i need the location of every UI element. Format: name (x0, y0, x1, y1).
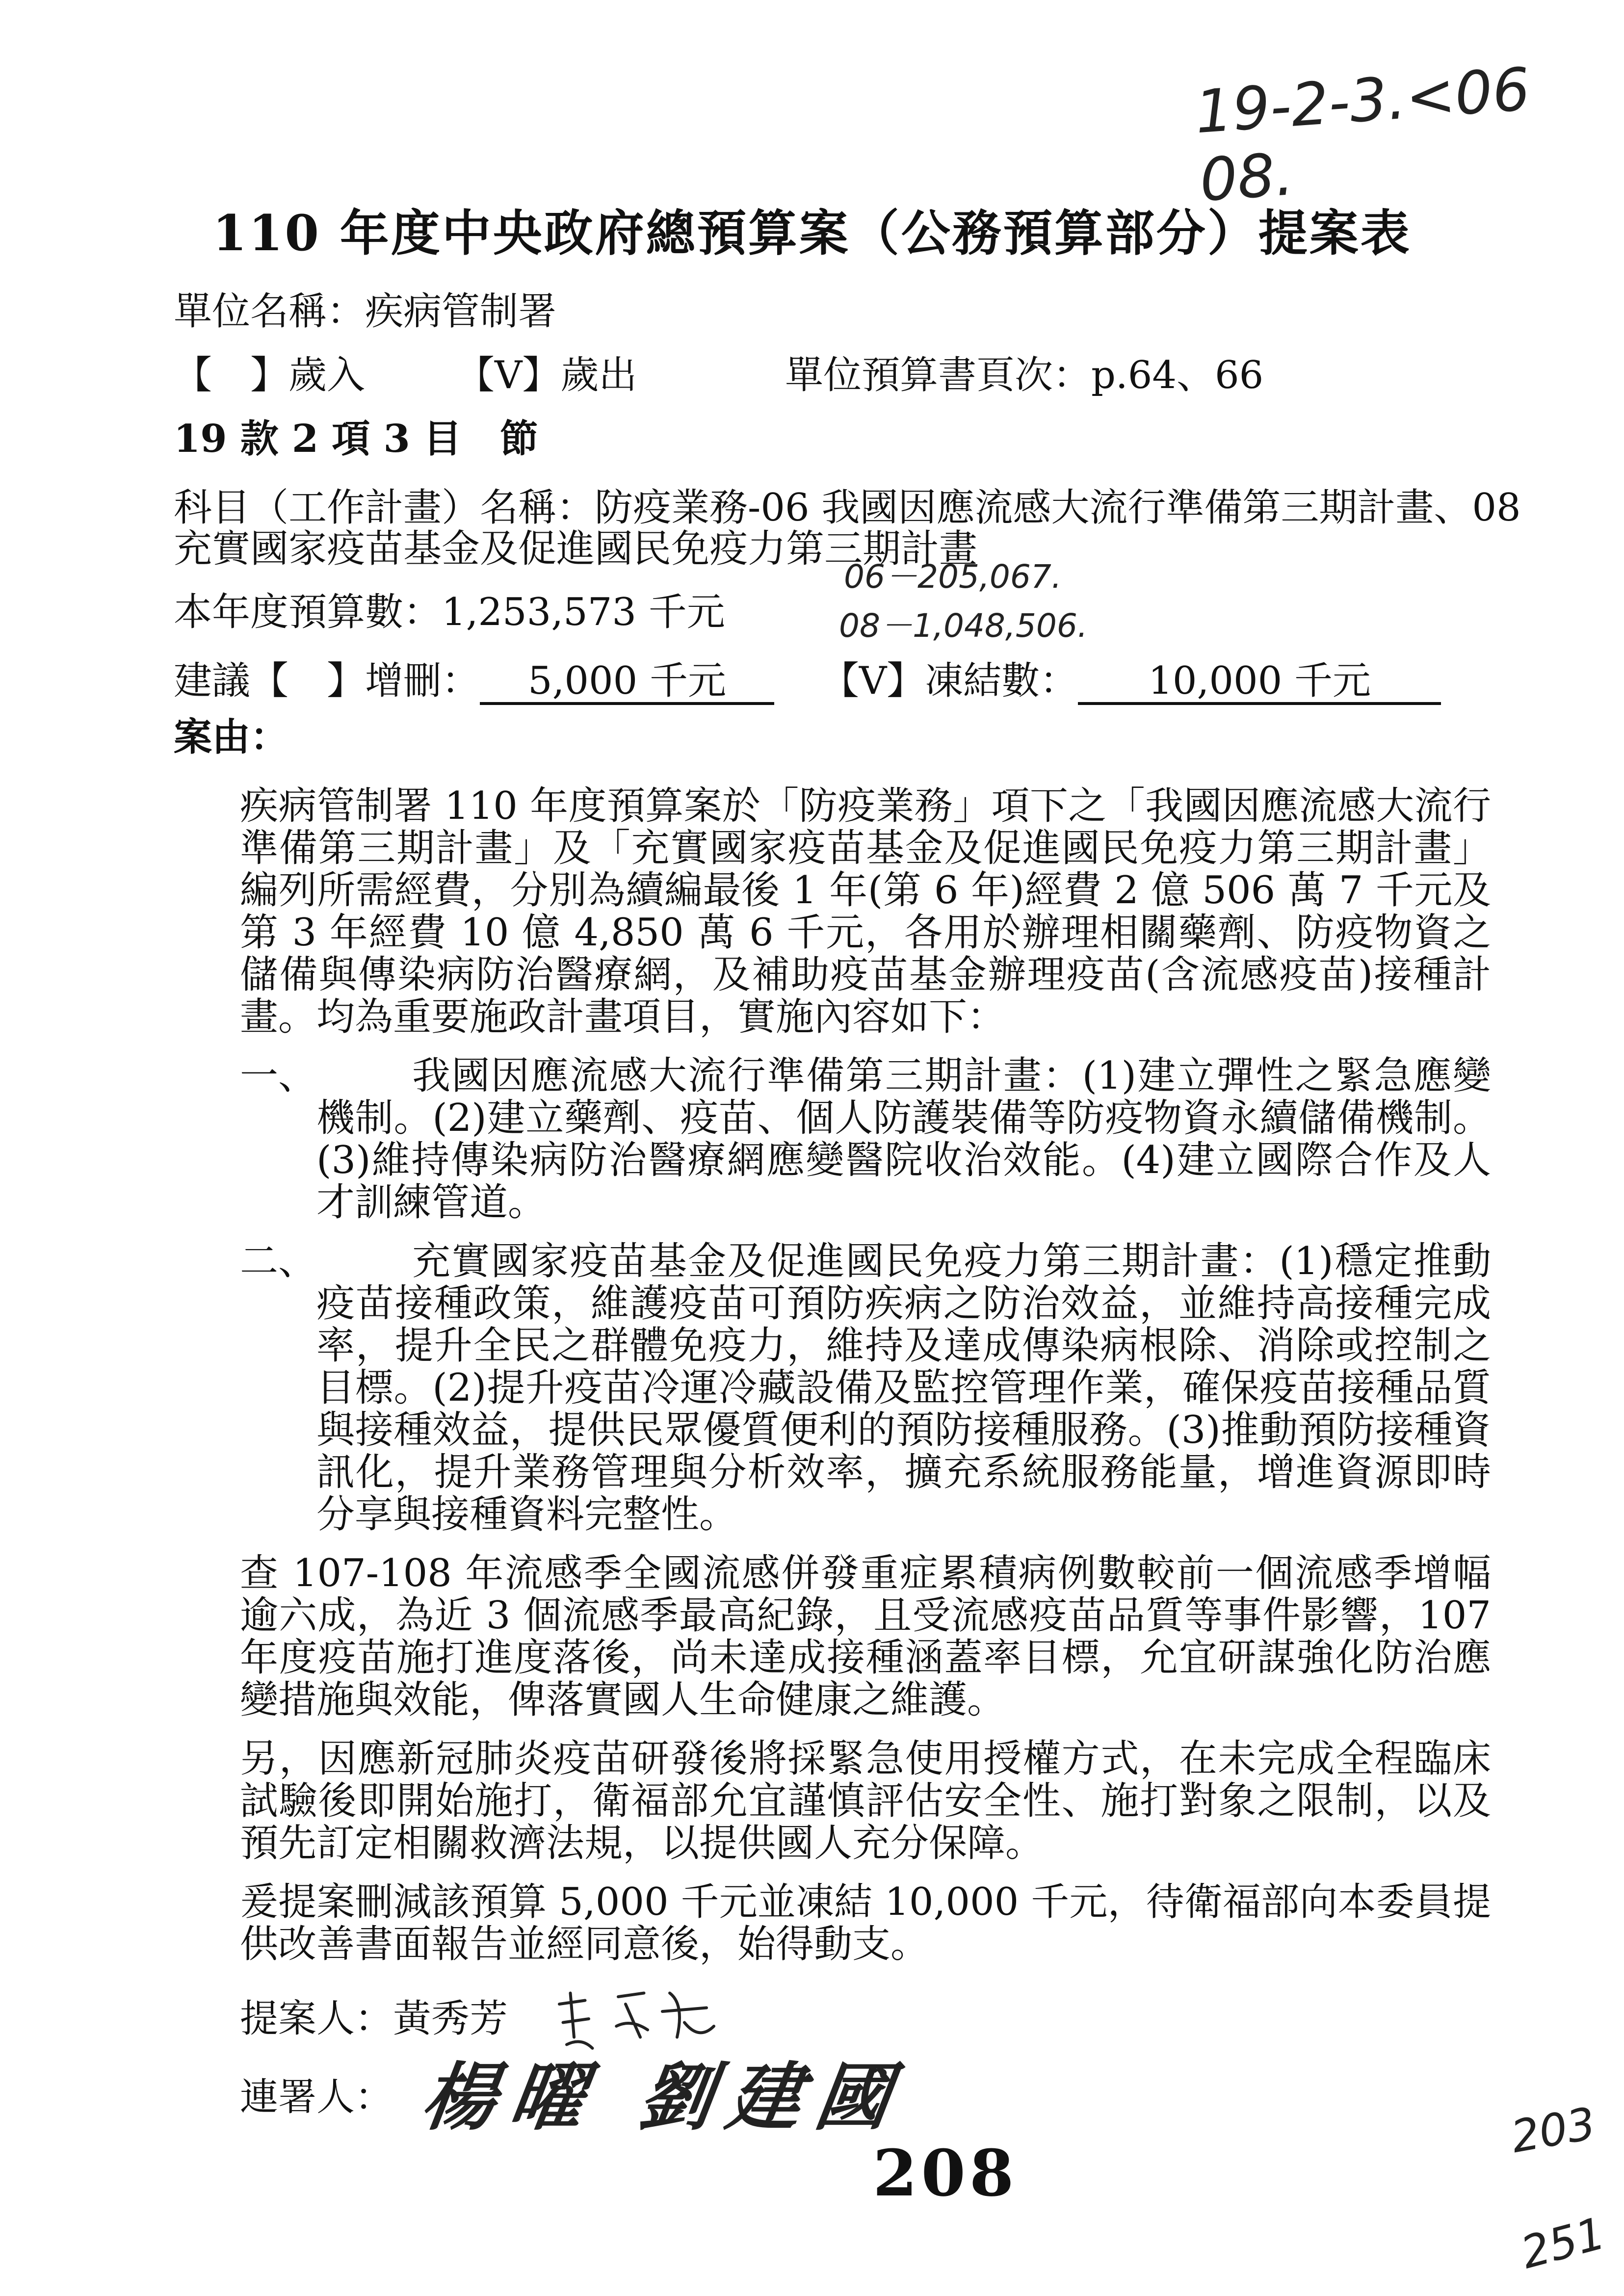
section-code: 19 款 2 項 3 目 節 (174, 417, 538, 461)
budget-note-2: 08－1,048,506. (839, 607, 1088, 645)
reason-paragraph-1: 疾病管制署 110 年度預算案於「防疫業務」項下之「我國因應流感大流行準備第三期計畫」及「充實國家疫苗基金及促進國民免疫力第三期計畫」編列所需經費，分別為續編最後 1 年(第 6 年)經費 2 億 506 萬 7 千元及第 3 年經費 10 億 4,850 萬 6 千元，各用於辦理相關藥劑、防疫物資之儲備與傳染病防治醫療網，及補助疫苗基金辦理疫苗(含流感疫苗)接種計畫。均為重要施政計畫項目，實施內容如下： (240, 784, 1491, 1039)
item-1 (240, 1055, 1491, 1224)
margin-note-203: 203 (1507, 2097, 1599, 2164)
margin-note-251: 251 (1516, 2207, 1611, 2279)
freeze-label: 【V】凍結數： (820, 659, 1078, 703)
item-1-number: 一、 (240, 1054, 317, 1098)
unit-name: 單位名稱：疾病管制署 (174, 289, 557, 334)
proposer: 提案人：黃秀芳 (240, 1997, 508, 2041)
reason-paragraph-2: 查 107-108 年流感季全國流感併發重症累積病例數較前一個流感季增幅逾六成，為近 3 個流感季最高紀錄，且受流感疫苗品質等事件影響，107 年度疫苗施打進度落後，尚未達成接種涵蓋率目標，允宜研謀強化防治應變措施與效能，俾落實國人生命健康之維護。 (240, 1551, 1491, 1722)
handwritten-date-note: 19-2-3.<06 08. (1193, 55, 1532, 215)
reason-paragraph-3: 另，因應新冠肺炎疫苗研發後將採緊急使用授權方式，在未完成全程臨床試驗後即開始施打，衛福部允宜謹慎評估安全性、施打對象之限制，以及預先訂定相關救濟法規，以提供國人充分保障。 (240, 1737, 1491, 1865)
subject-line-1: 科目（工作計畫）名稱：防疫業務-06 我國因應流感大流行準備第三期計畫、08 (174, 486, 1521, 530)
budget-pages: 單位預算書頁次：p.64、66 (785, 353, 1264, 397)
reason-body (240, 784, 1491, 2211)
cosigner-label: 連署人： (240, 2075, 393, 2119)
page-stamp: 208 (873, 2136, 1018, 2211)
proposer-row (240, 1982, 1491, 2056)
item-2 (240, 1240, 1491, 1536)
suggestion-row (174, 660, 1441, 705)
reason-paragraph-4: 爰提案刪減該預算 5,000 千元並凍結 10,000 千元，待衛福部向本委員提供改善書面報告並經同意後，始得動支。 (240, 1880, 1491, 1966)
budget-note-1: 06－205,067. (844, 558, 1062, 596)
item-2-number: 二、 (240, 1239, 317, 1283)
budget-amount: 本年度預算數：1,253,573 千元 (174, 590, 725, 634)
item-1-text: 我國因應流感大流行準備第三期計畫：(1)建立彈性之緊急應變機制。(2)建立藥劑、疫苗、個人防護裝備等防疫物資永續儲備機制。(3)維持傳染病防治醫療網應變醫院收治效能。(4)建立國際合作及人才訓練管道。 (316, 1054, 1491, 1225)
subject-line-2: 充實國家疫苗基金及促進國民免疫力第三期計畫 (174, 527, 978, 571)
cut-amount: 5,000 千元 (480, 660, 774, 705)
suggest-label: 建議【 】增刪： (174, 659, 480, 703)
freeze-amount: 10,000 千元 (1078, 660, 1441, 705)
income-checkbox: 【 】歲入 (174, 353, 366, 397)
proposer-signature (537, 1982, 743, 2056)
document-title: 110 年度中央政府總預算案（公務預算部分）提案表 (212, 204, 1412, 262)
cosigner-row (240, 2056, 1491, 2139)
expense-checkbox: 【V】歲出 (456, 353, 637, 397)
item-2-text: 充實國家疫苗基金及促進國民免疫力第三期計畫：(1)穩定推動疫苗接種政策，維護疫苗可預防疾病之防治效益，並維持高接種完成率，提升全民之群體免疫力，維持及達成傳染病根除、消除或控制之目標。(2)提升疫苗冷運冷藏設備及監控管理作業，確保疫苗接種品質與接種效益，提供民眾優質便利的預防接種服務。(3)推動預防接種資訊化，提升業務管理與分析效率，擴充系統服務能量，增進資源即時分享與接種資料完整性。 (316, 1239, 1491, 1537)
reason-heading: 案由： (174, 715, 289, 759)
cosigner-signatures: 楊曜 劉建國 (416, 2054, 911, 2140)
